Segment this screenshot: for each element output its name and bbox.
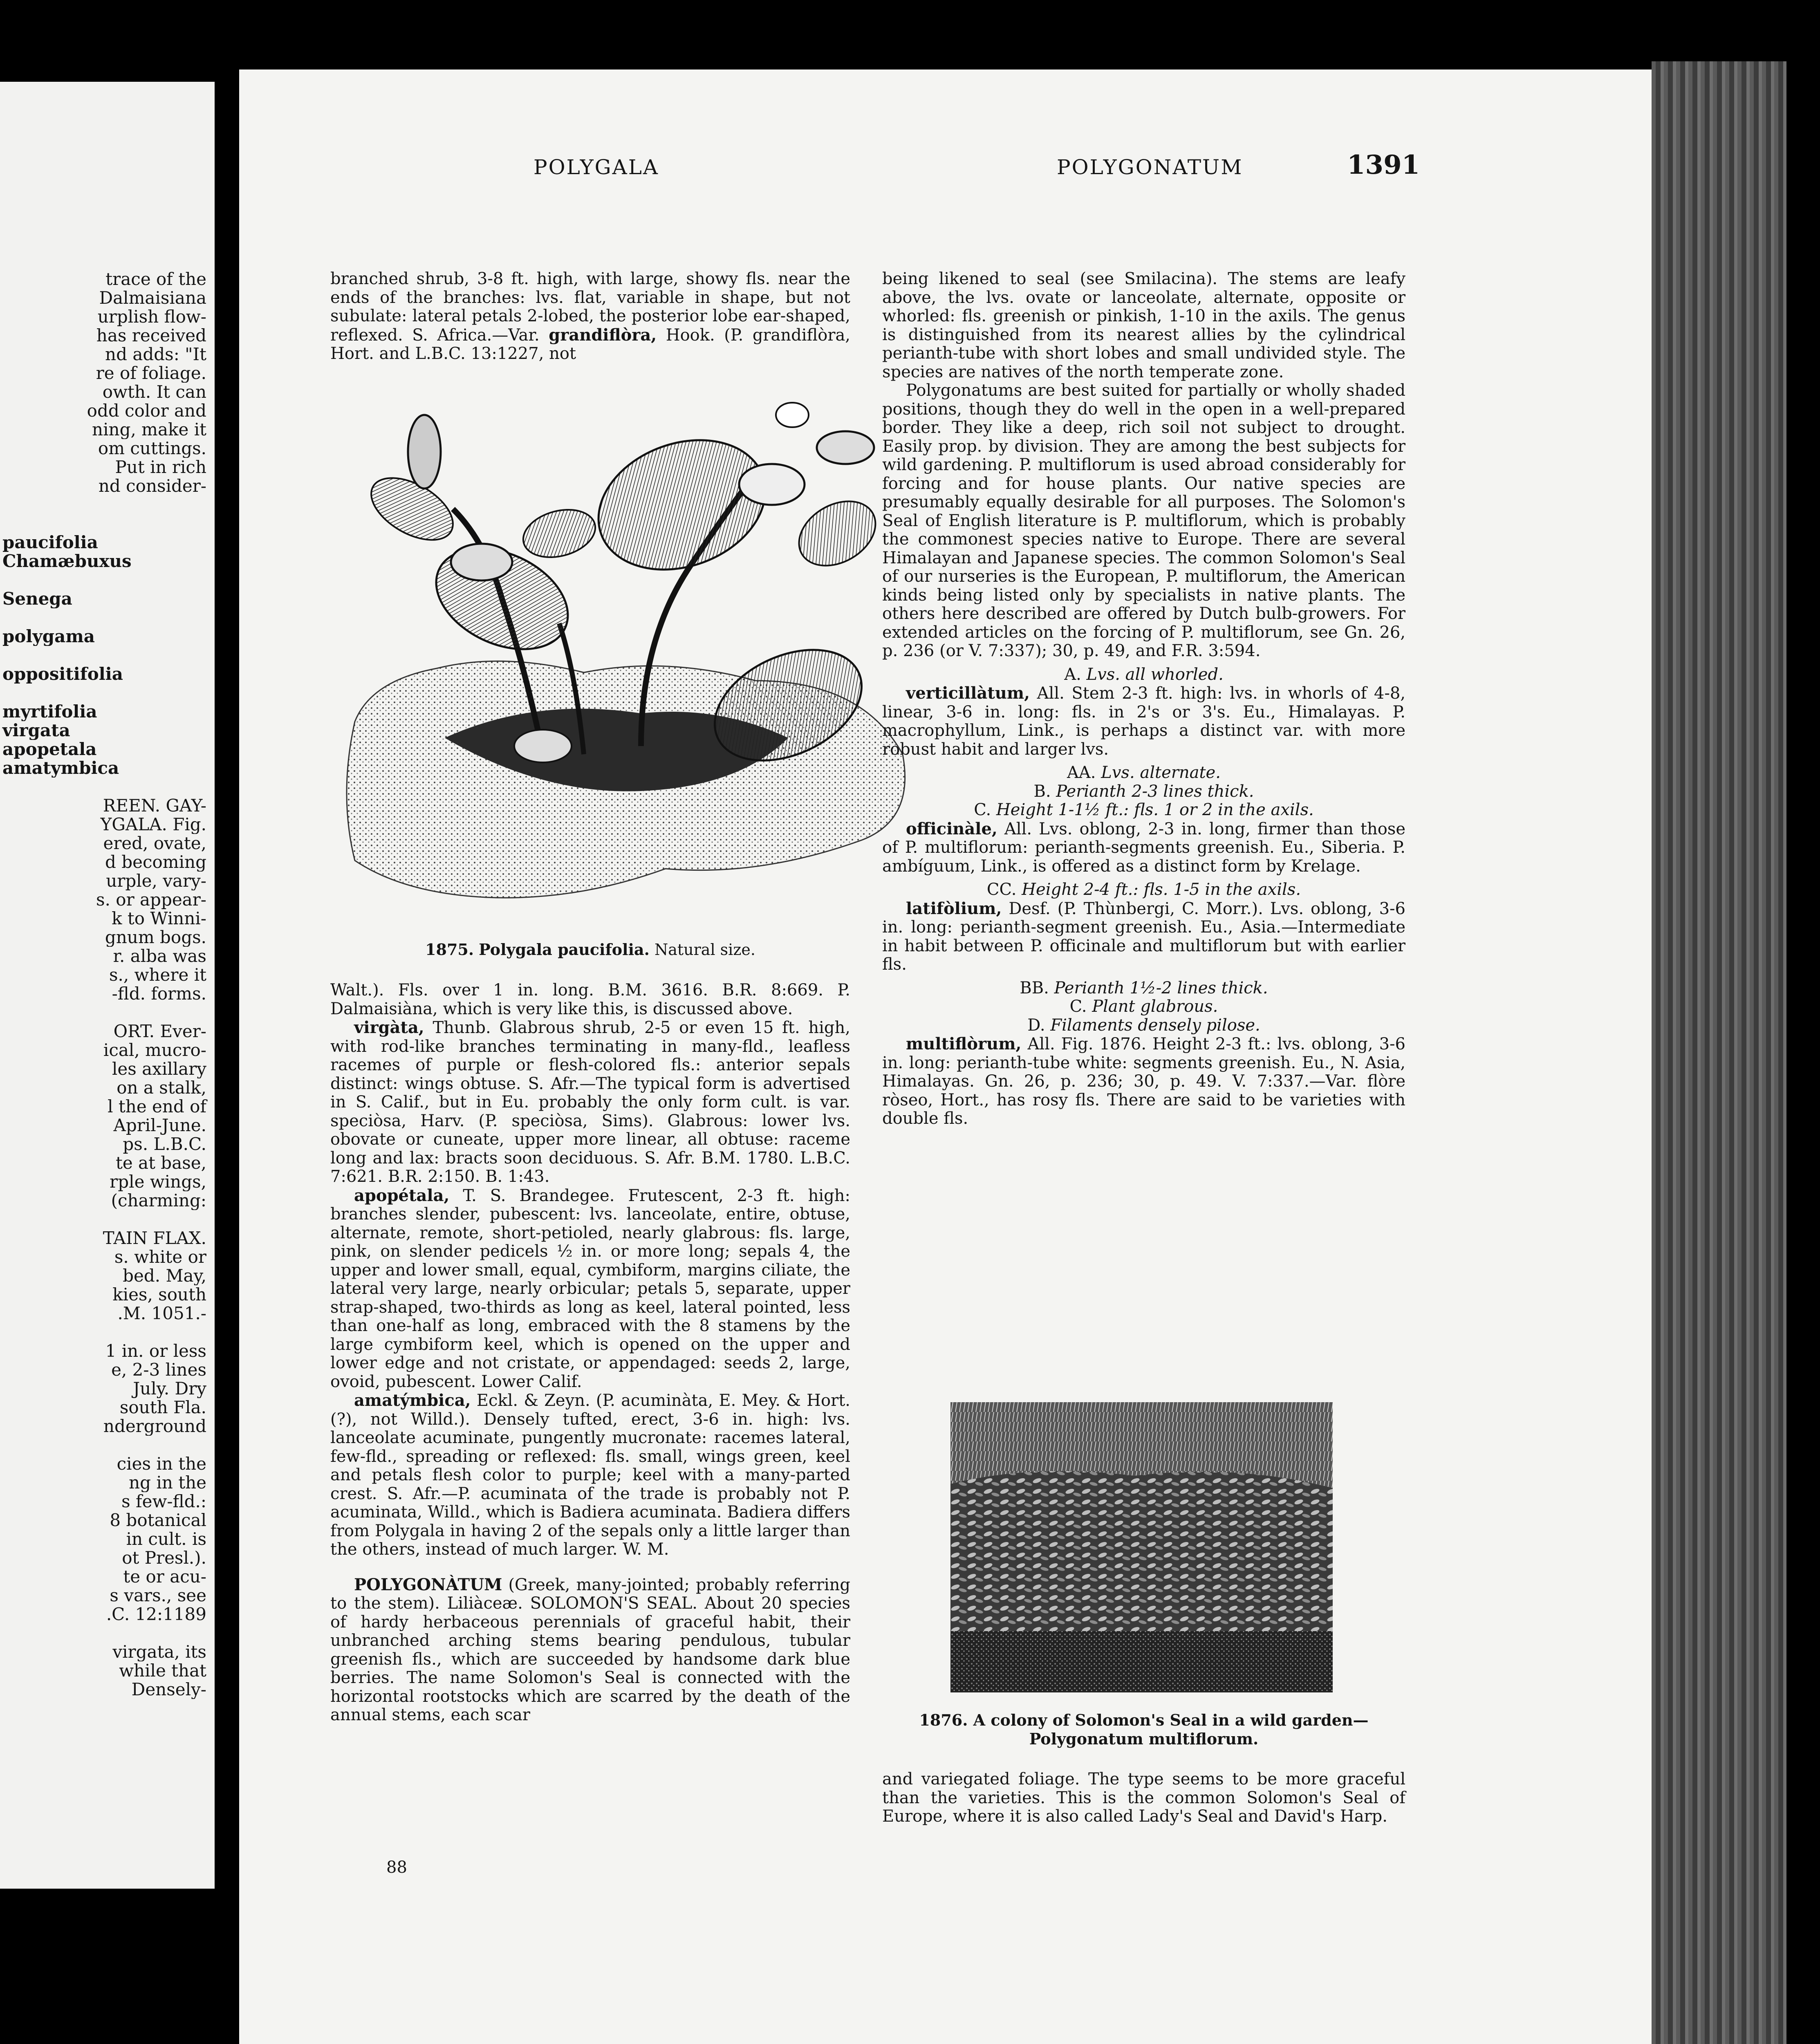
left-page-line: virgata, its [112, 1643, 206, 1661]
left-page-line: om cuttings. [98, 439, 206, 458]
left-page-line: TAIN FLAX. [103, 1229, 206, 1248]
entry-amatymbica: amatýmbica, Eckl. & Zeyn. (P. acuminàta, E. Mey. & Hort. (?), not Willd.). Densely tufted, erect, 3-6 in. high: lvs. lanceolate acuminate, pungently mucronate: racemes lateral, few-fld., spreading or reflexed: fls. small, wings green, keel and petals flesh color to purple; keel with a many-parted crest. S. Afr.—P. acuminata of the trade is probably not P. acuminata, Willd., which is Badiera acuminata. Badiera differs from Polygala in having 2 of the sepals only a little larger than the others, instead of much larger. W. M. [330, 1391, 850, 1559]
left-page-line: te or acu- [123, 1567, 206, 1586]
left-page-line: Densely- [131, 1680, 206, 1699]
figure-1875-polygala-illustration [330, 386, 927, 934]
paragraph-walt: Walt.). Fls. over 1 in. long. B.M. 3616. B.R. 8:669. P. Dalmaisiàna, which is very like this, is discussed above. [330, 981, 850, 1018]
entry-virgata: virgàta, Thunb. Glabrous shrub, 2-5 or even 15 ft. high, with rod-like branches terminating in many-fld., leafless racemes of purple or flesh-colored fls.: anterior sepals distinct: wings obtuse. S. Afr.—The typical form is advertised in S. Calif., but in Eu. probably the only form cult. is var. speciòsa, Harv. (P. speciòsa, Sims). Glabrous: lower lvs. obovate or cuneate, upper more linear, all obtuse: raceme long and lax: bracts soon deciduous. S. Afr. B.M. 1780. L.B.C. 7:621. B.R. 2:150. B. 1:43. [330, 1018, 851, 1186]
left-page-line: les axillary [112, 1060, 206, 1078]
entry-officinale: officinàle, All. Lvs. oblong, 2-3 in. long, firmer than those of P. multiflorum: perianth-segments greenish. Eu., Siberia. P. ambíguum, Link., is offered as a distinct form by Krelage. [882, 819, 1405, 876]
book-page-edges [1652, 61, 1786, 2044]
key-c: C. Height 1-1½ ft.: fls. 1 or 2 in the axils. [974, 800, 1314, 819]
left-page-line: 8 botanical [110, 1511, 206, 1530]
right-column-end [882, 1770, 1405, 1826]
left-page-line: ning, make it [92, 420, 206, 439]
left-page-line: 1 in. or less [105, 1342, 206, 1360]
left-page-line: April-June. [113, 1116, 206, 1135]
left-page-bold-item: polygama [2, 627, 95, 646]
key-c2: C. Plant glabrous. [1069, 997, 1218, 1016]
paragraph-variegated: and variegated foliage. The type seems to be more graceful than the varieties. This is the common Solomon's Seal of Europe, where it is also called Lady's Seal and David's Harp. [882, 1770, 1405, 1826]
key-cc: CC. Height 2-4 ft.: fls. 1-5 in the axils. [986, 880, 1301, 899]
key-bb: BB. Perianth 1½-2 lines thick. [1020, 978, 1268, 997]
left-page-bold-item: amatymbica [2, 759, 119, 778]
left-page-line: ot Presl.). [122, 1549, 206, 1567]
left-page-line: urple, vary- [106, 872, 206, 890]
left-page-line: te at base, [115, 1154, 206, 1172]
left-page-line: ng in the [129, 1473, 206, 1492]
left-page-line: nderground [103, 1417, 206, 1436]
left-page-bold-item: Senega [2, 589, 72, 608]
key-a: A. Lvs. all whorled. [1064, 665, 1224, 684]
left-page-line: ps. L.B.C. [123, 1135, 206, 1154]
left-page-line: bed. May, [123, 1266, 206, 1285]
left-page-line: on a stalk, [117, 1078, 206, 1097]
left-page-line: s. or appear- [96, 890, 206, 909]
key-b: B. Perianth 2-3 lines thick. [1033, 782, 1254, 801]
left-page-line: s. white or [114, 1248, 206, 1266]
figure-1876-solomons-seal-photo [950, 1402, 1333, 1692]
left-page-line: rple wings, [110, 1172, 206, 1191]
left-column-continued [330, 981, 850, 1725]
left-page-line: in cult. is [126, 1530, 206, 1549]
left-page-line: k to Winni- [112, 909, 206, 928]
entry-verticillatum: verticillàtum, All. Stem 2-3 ft. high: lvs. in whorls of 4-8, linear, 3-6 in. long: fls. in 2's or 3's. Eu., Himalayas. P. macrophyllum, Link., is perhaps a distinct var. with more robust habit and larger lvs. [882, 684, 1405, 759]
left-page-line: YGALA. Fig. [100, 815, 206, 834]
left-page-fragment [0, 82, 215, 1889]
left-page-line: re of foliage. [96, 364, 206, 383]
left-page-line: has received [96, 326, 206, 345]
left-page-line: gnum bogs. [105, 928, 206, 947]
entry-latifolium: latifòlium, Desf. (P. Thùnbergi, C. Morr.). Lvs. oblong, 3-6 in. long: perianth-segment greenish. Eu., Asia.—Intermediate in habit between P. officinale and multiflorum but with earlier fls. [882, 899, 1405, 974]
left-page-bold-item: paucifolia [2, 533, 98, 552]
left-page-line: south Fla. [119, 1398, 206, 1417]
left-page-line: ORT. Ever- [113, 1022, 206, 1041]
left-page-line: odd color and [87, 401, 206, 420]
left-page-line: urplish flow- [97, 307, 206, 326]
left-page-bold-item: oppositifolia [2, 665, 123, 684]
entry-apopetala: apopétala, T. S. Brandegee. Frutescent, 2-3 ft. high: branches slender, pubescent: lvs. lanceolate, entire, obtuse, alternate, remote, short-petioled, nearly glabrous: fls. large, pink, on slender pedicels ½ in. or more long; sepals 4, the upper and lower small, equal, cymbiform, margins ciliate, the lateral very large, nearly orbicular; petals 5, separate, upper strap-shaped, two-thirds as long as keel, lateral pointed, less than one-half as long, embraced with the 8 stamens by the large cymbiform keel, which is opened on the upper and lower edge and not cristate, or appendaged: seeds 2, large, ovoid, pubescent. Lower Calif. [330, 1186, 850, 1391]
left-page-bold-item: Chamæbuxus [2, 552, 132, 571]
paragraph-smilacina: being likened to seal (see Smilacina). The stems are leafy above, the lvs. ovate or lanceolate, alternate, opposite or whorled: fls. greenish or pinkish, 1-10 in the axils. The genus is distinguished from its nearest allies by the cylindrical perianth-tube with short lobes and small undivided style. The species are natives of the north temperate zone. [882, 269, 1405, 381]
left-page-line: s few-fld.: [121, 1492, 206, 1511]
figure-1875-caption: 1875. Polygala paucifolia. Natural size. [425, 940, 755, 959]
left-page-line: kies, south [112, 1285, 206, 1304]
entry-polygonatum: POLYGONÀTUM (Greek, many-jointed; probably referring to the stem). Liliàceæ. SOLOMON'S SEAL. About 20 species of hardy herbaceous perennials of graceful habit, their unbranched arching stems bearing pendulous, tubular greenish fls., which are succeeded by handsome dark blue berries. The name Solomon's Seal is connected with the horizontal rootstocks which are scarred by the death of the annual stems, each scar [330, 1575, 850, 1724]
signature-wm: W. M. [623, 1540, 669, 1559]
running-head-left: POLYGALA [533, 155, 659, 179]
paragraph-grandiflora: branched shrub, 3-8 ft. high, with large, showy fls. near the ends of the branches: lvs. flat, variable in shape, but not subulate: lateral petals 2-lobed, the posterior lobe ear-shaped, reflexed. S. Africa.—Var. grandiflòra, Hook. (P. grandiflòra, Hort. and L.B.C. 13:1227, not [330, 269, 851, 363]
signature-mark: 88 [386, 1858, 407, 1877]
left-page-line: -fld. forms. [112, 984, 206, 1003]
left-page-line: Dalmaisiana [99, 289, 206, 307]
left-page-bold-item: virgata [2, 721, 70, 740]
left-page-line: e, 2-3 lines [111, 1360, 206, 1379]
left-page-bold-item: apopetala [2, 740, 97, 759]
left-page-line: (charming: [111, 1191, 206, 1210]
key-aa: AA. Lvs. alternate. [1067, 763, 1221, 782]
left-column [330, 270, 850, 363]
left-page-line: trace of the [105, 270, 206, 289]
left-page-line: while that [119, 1661, 206, 1680]
left-page-line: l the end of [108, 1097, 206, 1116]
left-page-line: nd consider- [98, 477, 206, 495]
right-column [882, 270, 1405, 1128]
left-page-line: REEN. GAY- [103, 796, 206, 815]
left-page-line: July. Dry [133, 1379, 206, 1398]
entry-multiflorum: multiflòrum, All. Fig. 1876. Height 2-3 ft.: lvs. oblong, 3-6 in. long: perianth-tube white: segments greenish. Eu., N. Asia, Himalayas. Gn. 26, p. 236; 30, p. 49. V. 7:337.—Var. flòre ròseo, Hort., has rosy fls. There are said to be varieties with double fls. [882, 1034, 1406, 1128]
left-page-line: Put in rich [115, 458, 206, 477]
left-page-line: .C. 12:1189 [106, 1605, 206, 1624]
left-page-line: .M. 1051.- [117, 1304, 206, 1323]
paragraph-cultivation: Polygonatums are best suited for partially or wholly shaded positions, though they do well in the open in a well-prepared border. They like a deep, rich soil not subject to drought. Easily prop. by division. They are among the best subjects for wild gardening. P. multiflorum is used abroad considerably for forcing and for house plants. Our native species are presumably equally desirable for all purposes. The Solomon's Seal of English literature is P. multiflorum, which is probably the commonest species native to Europe. There are several Himalayan and Japanese species. The common Solomon's Seal of our nurseries is the European, P. multiflorum, the American kinds being listed only by specialists in native plants. The others here described are offered by Dutch bulb-growers. For extended articles on the forcing of P. multiflorum, see Gn. 26, p. 236 (or V. 7:337); 30, p. 49, and F.R. 3:594. [882, 381, 1405, 660]
left-page-line: ical, mucro- [103, 1041, 206, 1060]
left-page-line: d becoming [105, 853, 206, 872]
left-page-line: nd adds: "It [105, 345, 206, 364]
left-page-line: cies in the [117, 1455, 206, 1473]
left-page-text [0, 270, 215, 1699]
figure-1876-caption: 1876. A colony of Solomon's Seal in a wild garden— Polygonatum multiflorum. [919, 1711, 1369, 1748]
left-page-line: ered, ovate, [103, 834, 206, 853]
running-head-right: POLYGONATUM [1057, 155, 1243, 179]
left-page-line: s., where it [109, 966, 206, 984]
page-number: 1391 [1347, 150, 1420, 180]
key-d: D. Filaments densely pilose. [1027, 1015, 1260, 1035]
left-page-bold-item: myrtifolia [2, 702, 97, 721]
left-page-line: r. alba was [113, 947, 206, 966]
left-page-line: s vars., see [110, 1586, 206, 1605]
left-page-line: owth. It can [102, 383, 206, 401]
